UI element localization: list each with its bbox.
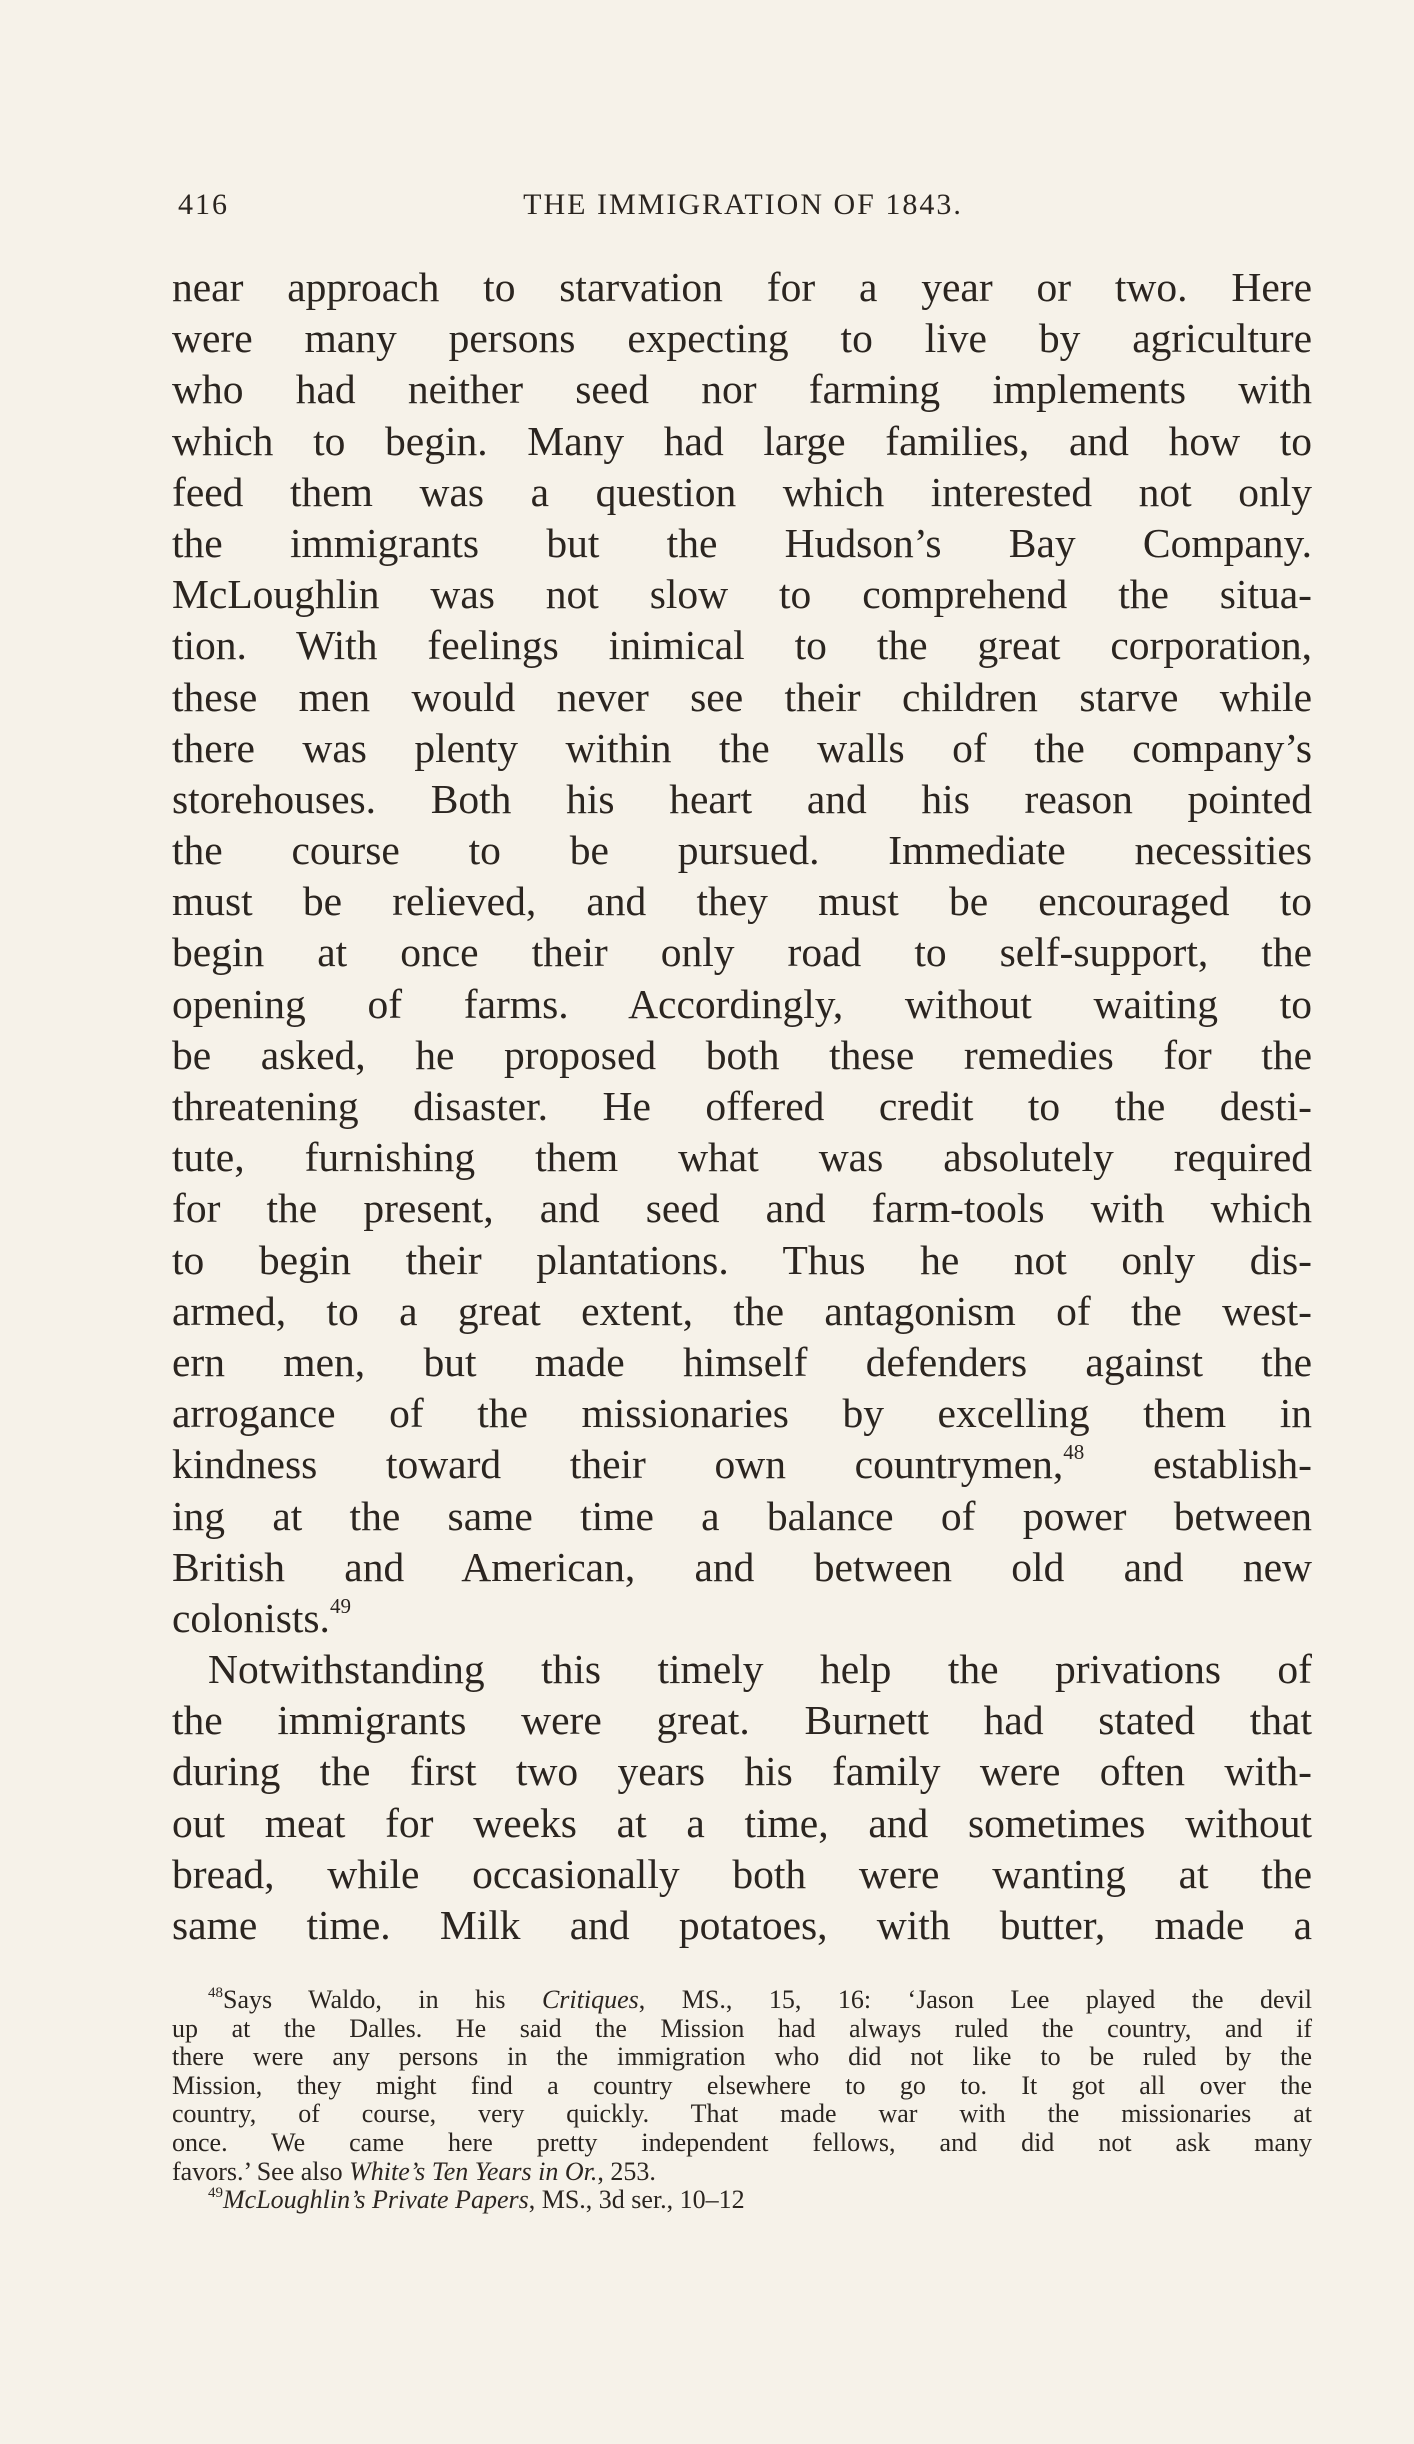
text-line: the immigrants were great. Burnett had stated that <box>172 1697 1312 1744</box>
text-line: there was plenty within the walls of the company’s <box>172 724 1312 771</box>
footnotes <box>172 1986 1312 2215</box>
text-line: which to begin. Many had large families, and how to <box>172 417 1312 464</box>
text-segment: , 253. <box>597 2156 656 2186</box>
text-line: threatening disaster. He offered credit to the desti- <box>172 1083 1312 1129</box>
text-line: same time. Milk and potatoes, with butter, made a <box>172 1902 1312 1948</box>
footnote-line: country, of course, very quickly. That made war with the missionaries at <box>172 2099 1312 2129</box>
text-line: tute, furnishing them what was absolutely required <box>172 1134 1312 1181</box>
text-line: who had neither seed nor farming implements with <box>172 366 1312 413</box>
text-line: near approach to starvation for a year or two. Here <box>172 264 1312 310</box>
footnote-marker: 49 <box>208 2185 223 2202</box>
text-segment: kindness toward their own countrymen, <box>172 1441 1064 1488</box>
text-line: these men would never see their children starve while <box>172 673 1312 720</box>
text-line: must be relieved, and they must be encouraged to <box>172 878 1312 925</box>
italic-title: White’s Ten Years in Or. <box>349 2156 598 2186</box>
text-line: begin at once their only road to self-support, the <box>172 929 1312 976</box>
text-line: British and American, and between old and new <box>172 1543 1312 1590</box>
text-line: out meat for weeks at a time, and sometimes without <box>172 1799 1312 1846</box>
text-line: storehouses. Both his heart and his reason pointed <box>172 775 1312 822</box>
text-line: be asked, he proposed both these remedies for the <box>172 1031 1312 1078</box>
footnote-ref-48[interactable]: 48 <box>1063 1440 1085 1465</box>
text-line: during the first two years his family were often with- <box>172 1748 1312 1795</box>
text-line: feed them was a question which interested not only <box>172 468 1312 515</box>
italic-title: McLoughlin’s Private Papers <box>223 2185 529 2215</box>
text-segment: colonists. <box>172 1594 330 1641</box>
page-header <box>178 188 1308 232</box>
text-line: opening of farms. Accordingly, without waiting to <box>172 980 1312 1027</box>
footnote-line <box>172 2158 1312 2187</box>
footnote-line: up at the Dalles. He said the Mission had always ruled the country, and if <box>172 2013 1312 2043</box>
text-line: armed, to a great extent, the antagonism of the west- <box>172 1287 1312 1334</box>
text-line <box>172 1593 1312 1644</box>
text-line: to begin their plantations. Thus he not only dis- <box>172 1236 1312 1283</box>
footnote-line: once. We came here pretty independent fellows, and did not ask many <box>172 2127 1312 2157</box>
text-line: were many persons expecting to live by agriculture <box>172 315 1312 362</box>
text-line: arrogance of the missionaries by excelling them in <box>172 1390 1312 1437</box>
text-line: tion. With feelings inimical to the great corporation, <box>172 622 1312 669</box>
text-line <box>172 1439 1312 1490</box>
footnote-line: Mission, they might find a country elsewhere to go to. It got all over the <box>172 2070 1312 2100</box>
text-line: Notwithstanding this timely help the privations of <box>208 1646 1312 1693</box>
text-segment: Says Waldo, in his <box>223 1985 542 2014</box>
text-line: the course to be pursued. Immediate necessities <box>172 827 1312 874</box>
text-line: ing at the same time a balance of power between <box>172 1492 1312 1539</box>
text-line: the immigrants but the Hudson’s Bay Company. <box>172 519 1312 566</box>
running-title: THE IMMIGRATION OF 1843. <box>523 188 963 221</box>
text-line: for the present, and seed and farm-tools with which <box>172 1185 1312 1232</box>
body-text <box>172 262 1312 1951</box>
text-line: ern men, but made himself defenders against the <box>172 1338 1312 1385</box>
text-line: bread, while occasionally both were wanting at the <box>172 1850 1312 1897</box>
text-segment: , MS., 15, 16: ‘Jason Lee played the devil <box>638 1985 1312 2014</box>
footnote-49 <box>172 2186 1312 2215</box>
footnote-marker: 48 <box>208 1985 223 2001</box>
footnote-48 <box>172 1986 1312 2015</box>
page-number: 416 <box>178 188 229 221</box>
text-segment: establish- <box>1084 1441 1312 1488</box>
text-line: McLoughlin was not slow to comprehend the situa- <box>172 571 1312 618</box>
footnote-ref-49[interactable]: 49 <box>329 1593 351 1618</box>
italic-title: Critiques <box>541 1985 639 2014</box>
text-segment: , MS., 3d ser., 10–12 <box>528 2185 745 2215</box>
footnote-line: there were any persons in the immigration who did not like to be ruled by the <box>172 2042 1312 2072</box>
text-segment: favors.’ See also <box>172 2156 350 2186</box>
